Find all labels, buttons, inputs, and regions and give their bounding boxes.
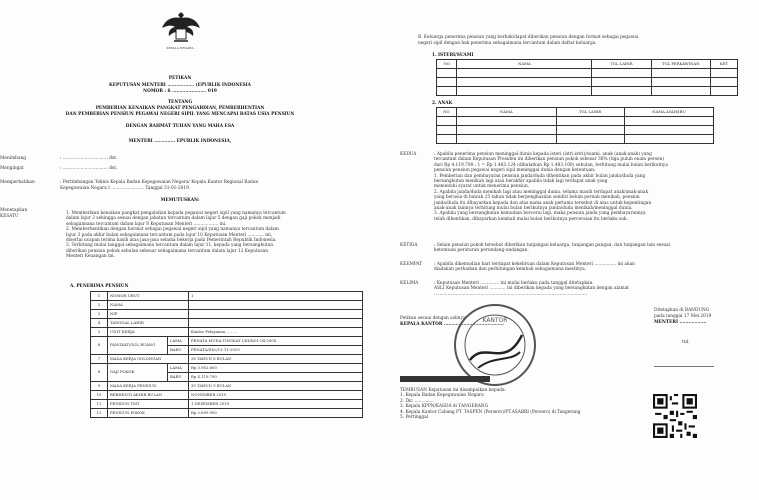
istri-table	[436, 59, 738, 96]
table-cell	[592, 78, 651, 87]
table-cell	[556, 126, 624, 135]
table-row	[437, 135, 714, 144]
row-label: MASA KERJA GOLONGAN	[108, 355, 189, 364]
table-cell	[651, 87, 710, 96]
doc-menteri: MENTERI .............. EPUBLIK INDONESIA,	[128, 139, 232, 144]
table-header-row	[437, 60, 738, 69]
row-value: Rp 3.952.600	[189, 364, 363, 373]
kedua-line: 1. Pemberian dan pembayaran pensiun janda/duda dihentikan pada akhir bulan janda/duda yang	[434, 173, 646, 179]
table-cell	[651, 78, 710, 87]
table-cell	[456, 135, 556, 144]
table-row	[437, 78, 738, 87]
table-row	[91, 400, 363, 409]
kesatu-line: sebagaimana tercantum dalam lajur 8 Keputusan Menteri .................. ini.	[66, 221, 227, 227]
row-label: PENSIUN TMT	[108, 400, 189, 409]
emblem-caption: KEPALA NEGARA	[166, 46, 194, 50]
table-row	[91, 355, 363, 364]
table-cell	[457, 69, 592, 78]
table-cell	[456, 126, 556, 135]
table-row	[91, 364, 363, 373]
table-cell	[624, 117, 713, 126]
table-cell	[556, 117, 624, 126]
table-row	[91, 409, 363, 418]
ketiga-line: ketentuan peraturan perundang-undangan.	[434, 248, 529, 254]
row-number: 7	[91, 355, 108, 364]
ditetapkan-date: pada tanggal 17 Mei 2019	[654, 314, 712, 319]
table-cell	[456, 117, 556, 126]
row-label: NOMOR URUT	[108, 292, 189, 301]
keempat-line: : Apabila dikemudian hari terdapat kekeliruan dalam Keputusan Menteri ................ ini akan	[434, 262, 635, 267]
table-row	[91, 310, 363, 319]
row-number: 10	[91, 391, 108, 400]
row-sub-label: LAMA	[168, 364, 189, 373]
row-value: PENATA MUDA TINGKAT I/III/b/01-04-2008	[189, 337, 363, 346]
row-label: TANGGAL LAHIR	[108, 319, 189, 328]
table-column-header: NAMA	[456, 108, 556, 117]
row-label: NIP	[108, 310, 189, 319]
table-cell	[457, 87, 592, 96]
row-value	[189, 301, 363, 310]
qr-code-icon	[653, 394, 697, 438]
kedua-line: tercantum dalam Keputusan Presiden ini diberikan pensiun pokok sebesar 36% (tiga puluh enam persen)	[434, 157, 665, 163]
kesatu-line: dalam lajur 3 sehingga sesuai dengan jabatan tercantum dalam lajur 5 dengan gaji pokok menjadi	[66, 216, 281, 222]
kedua-line: : Apabila penerima pensiun meninggal dunia kepada isteri (istri-istri)/suami, anak (anak-anak) yang	[434, 152, 652, 157]
row-value	[189, 319, 363, 328]
kedua-line: memenuhi syarat untuk menerima pensiun.	[434, 184, 530, 190]
row-value: 39 TAHUN 9 BULAN	[189, 382, 363, 391]
table-cell	[437, 117, 457, 126]
row-number: 6	[91, 337, 108, 355]
doc-subject-line1: PEMBERIAN KENAIKAN PANGKAT PENGABDIAN, PEMBERHENTIAN	[95, 106, 265, 111]
consider-label-memperhatikan: Memperhatikan	[0, 180, 35, 185]
row-label: BERHENTI AKHIR BULAN	[108, 391, 189, 400]
table-cell	[624, 135, 713, 144]
doc-subject-line2: DAN PEMBERIAN PENSIUN PEGAWAI NEGERI SIPIL YANG MENCAPAI BATAS USIA PENSIUN	[65, 112, 295, 117]
row-number: 2	[91, 301, 108, 310]
table-cell	[592, 87, 651, 96]
row-value	[189, 310, 363, 319]
row-value: NOVEMBER 2019	[189, 391, 363, 400]
doc-rahmat: DENGAN RAHMAT TUHAN YANG MAHA ESA	[125, 124, 235, 129]
table-column-header: NAMA	[457, 60, 592, 69]
doc-petikan: PETIKAN	[168, 76, 192, 81]
penerima-heading: A. PENERIMA PENSIUN	[70, 284, 129, 289]
row-number: 3	[91, 310, 108, 319]
table-cell	[710, 87, 737, 96]
table-cell	[710, 69, 737, 78]
table-column-header: NO	[437, 108, 457, 117]
kedua-line: pensiun pensiun pegawai negeri sipil meninggal dunia dengan ketentuan:	[434, 168, 596, 174]
doc-keputusan: KEPUTUSAN MENTERI .................. (EPUBLIK INDONESIA	[109, 83, 251, 88]
kelima-line: ASLI Keputusan Menteri ............ ini diberikan kepada yang bersangkutan dengan alamat	[434, 286, 629, 292]
table-column-header: TGL PERKAWINAN	[651, 60, 710, 69]
table-cell	[437, 87, 457, 96]
row-number: 12	[91, 409, 108, 418]
row-number: 11	[91, 400, 108, 409]
kesatu-label: KESATU	[0, 214, 19, 219]
kesatu-line: 1. Memberikan kenaikan pangkat pengabdian kepada pegawai negeri sipil yang namanya tercantum	[66, 211, 286, 216]
petikan-sesuai: Petikan sesuai dengan aslinya	[400, 316, 466, 321]
table-row	[437, 87, 738, 96]
row-value: 1	[189, 292, 363, 301]
table-row	[437, 126, 714, 135]
table-row	[91, 292, 363, 301]
kedua-line: yang berusia di bawah 25 tahun tidak berpenghasilan sendiri belum pernah menikah, pensiun	[434, 195, 640, 201]
consider-text-menimbang: : ................................. dst.	[60, 156, 118, 161]
kesatu-line: lajur 3 pada akhir bulan sebagaimana tercantum pada lajur 10 Keputusan Menteri ............ ini,	[66, 232, 273, 238]
kedua-line: janda/duda itu dibayarkan kepada dan atas nama anak pertama tersebut di atas untuk kepentingan	[434, 200, 652, 206]
table-cell	[624, 126, 713, 135]
row-value: 1 DESEMBER 2019	[189, 400, 363, 409]
table-column-header: TGL LAHIR	[556, 108, 624, 117]
penerima-table	[90, 291, 363, 418]
row-number: 9	[91, 382, 108, 391]
doc-nomor: NOMOR : 6 ....................... 019	[143, 89, 217, 94]
table-row	[91, 382, 363, 391]
row-value: PENATA/III/c/11-11-2019	[189, 346, 363, 355]
keempat-paragraphs	[434, 262, 635, 273]
istri-heading: 1. ISTERI/SUAMI	[432, 53, 474, 58]
tembusan-line: 1. Kepala Badan Kepegawaian Negara	[400, 393, 484, 399]
row-value: Kantor Pelayanan .........	[189, 328, 363, 337]
table-header-row	[437, 108, 714, 117]
table-row	[437, 69, 738, 78]
row-sub-label: BARU	[168, 346, 189, 355]
table-cell	[437, 78, 457, 87]
table-cell	[651, 69, 710, 78]
kedua-line: bersangkutan menikah lagi atau berakhir apabila tidak lagi terdapat anak yang	[434, 179, 608, 185]
kelima-label: KELIMA	[400, 281, 419, 286]
table-row	[91, 301, 363, 310]
row-label: MASA KERJA PENSIUN	[108, 382, 189, 391]
row-number: 4	[91, 319, 108, 328]
seal-text: KANTOR	[482, 317, 508, 324]
table-column-header: KET	[710, 60, 737, 69]
kedua-line: 3. Apabila yang bersangkutan kemudian bercerai lagi, maka pensiun janda yang pembayarannya	[434, 211, 646, 217]
ditetapkan-menteri: MENTERI ..................	[654, 320, 707, 325]
row-number: 1	[91, 292, 108, 301]
consider-text-mengingat: : ................................. dst.	[60, 166, 118, 171]
tembusan-line: TEMBUSAN Keputusan ini disampaikan kepada:	[400, 388, 506, 393]
table-cell	[710, 78, 737, 87]
row-sub-label: LAMA	[168, 337, 189, 346]
redacted-name-bar	[400, 376, 490, 382]
table-cell	[592, 69, 651, 78]
tembusan-line: 3. Kepala KPPN/KASDA di TANGERANG	[400, 404, 488, 410]
tembusan-line: 2. Dir. ..............	[400, 398, 434, 404]
kedua-line: telah dihentikan, dibayarkan kembali mulai bulan berikutnya perceraian itu berlaku sah.	[434, 216, 628, 222]
ditetapkan-place: Ditetapkan di BANDUNG	[654, 308, 710, 313]
garuda-emblem-icon	[160, 8, 202, 46]
kedua-label: KEDUA	[400, 152, 417, 157]
ttd-mark: ttd.	[682, 340, 690, 345]
row-label: PENSIUN POKOK	[108, 409, 189, 418]
row-number: 8	[91, 364, 108, 382]
kedua-line: dari Rp 4.119.790 : 1 = Rp 1.483.124 (dibulatkan Rp 1.483.100) sebulan, terhitung mulai bulan berikutnya	[434, 162, 668, 168]
table-row	[91, 319, 363, 328]
kedua-line: anak-anak lainnya terhitung mulai bulan berikutnya janda/duda menikah/meninggal dunia.	[434, 206, 633, 212]
row-label: UNIT KERJA	[108, 328, 189, 337]
table-row	[91, 328, 363, 337]
kesatu-line: disertai ucapan terima kasih atas jasa-jasa selama bekerja pada Pemerintah Republik Indonesia.	[66, 238, 277, 244]
table-column-header: TGL LAHIR	[592, 60, 651, 69]
kedua-paragraphs	[434, 152, 668, 222]
table-row	[91, 391, 363, 400]
b-heading-line2: negeri sipil dengan hak penerima sebagaimana tercantum dalam daftar keluarga.	[418, 41, 597, 46]
keempat-label: KEEMPAT	[400, 262, 423, 267]
row-label: PANGKAT/GOL.RUANG	[108, 337, 168, 355]
tembusan-line: 4. Kepala Kantor Cabang PT. TASPEN (Persero)/PT.ASABRI (Persero) di Tangerang	[400, 409, 581, 415]
signature-line	[654, 366, 714, 367]
row-sub-label: BARU	[168, 373, 189, 382]
kelima-line: ................................................................................................................	[434, 291, 587, 297]
ketiga-line: : Selain pensiun pokok tersebut diberikan tunjangan keluarga, tunjangan pangan, dan tunjangan lain sesuai	[434, 243, 671, 248]
table-column-header: NO	[437, 60, 457, 69]
consider-text-memperhatikan-2: Kepegawaian Negara I ........................ Tanggal 31-01-2019.	[60, 186, 191, 191]
table-row	[437, 117, 714, 126]
row-number: 5	[91, 328, 108, 337]
kesatu-line: diberikan pensiun pokok sebulan sebesar sebagaimana tercantum dalam lajur 12 Keputusan	[66, 248, 268, 254]
row-value: Rp 2.699.900	[189, 409, 363, 418]
ketiga-paragraphs	[434, 243, 670, 254]
row-label: GAJI POKOK	[108, 364, 168, 382]
kesatu-paragraphs	[66, 211, 286, 260]
consider-text-memperhatikan: : Pertimbangan Teknis Kepala Badan Kepegawaian Negara/ Kepala Kantor Regional Badan	[60, 180, 259, 185]
consider-label-menimbang: Menimbang	[0, 156, 26, 161]
kesatu-line: 3. Terhitung mulai tanggal sebagaimana tercantum dalam lajur 11, kepada yang bersangkutan	[66, 243, 273, 249]
kedua-line: 2. Apabila janda/duda menikah lagi atau meninggal dunia, selama masih terdapat anak/anak-anak	[434, 189, 649, 195]
menetapkan-label: Menetapkan	[0, 208, 28, 213]
table-cell	[437, 135, 457, 144]
kepala-kantor: KEPALA KANTOR ........................................	[400, 322, 504, 327]
ketiga-label: KETIGA	[400, 243, 418, 248]
row-value: 28 TAHUN 8 BULAN	[189, 355, 363, 364]
table-row	[91, 337, 363, 346]
tembusan-list	[400, 388, 581, 420]
table-cell	[457, 78, 592, 87]
consider-label-mengingat: Mengingat	[0, 166, 24, 171]
anak-table	[436, 107, 714, 144]
table-cell	[437, 126, 457, 135]
kelima-line: : Keputusan Menteri .............. ini mulai berlaku pada tanggal ditetapkan.	[434, 281, 594, 286]
anak-heading: 2. ANAK	[432, 101, 453, 106]
b-heading-line1: B. Keluarga penerima pensiun yang berhak/dapat diberikan pensiun dengan format sebagai pegawai	[418, 35, 639, 40]
kelima-paragraphs	[434, 281, 629, 297]
row-label: NAMA	[108, 301, 189, 310]
table-cell	[556, 135, 624, 144]
tembusan-line: 5. Pertinggal	[400, 415, 429, 421]
table-cell	[437, 69, 457, 78]
kesatu-line: 2. Memberhentikan dengan hormat sebagai pegawai negeri sipil yang namanya tercantum dalam	[66, 227, 279, 233]
doc-tentang: TENTANG	[167, 100, 193, 105]
kesatu-line: Menteri Keuangan ini.	[66, 254, 115, 260]
keempat-line: diadakan perbaikan dan perhitungan kembali sebagaimana mestinya.	[434, 267, 587, 273]
row-value: Rp 4.119.790	[189, 373, 363, 382]
memutuskan-heading: MEMUTUSKAN:	[160, 198, 200, 203]
table-column-header: NAMA AYAH/IBU	[624, 108, 713, 117]
